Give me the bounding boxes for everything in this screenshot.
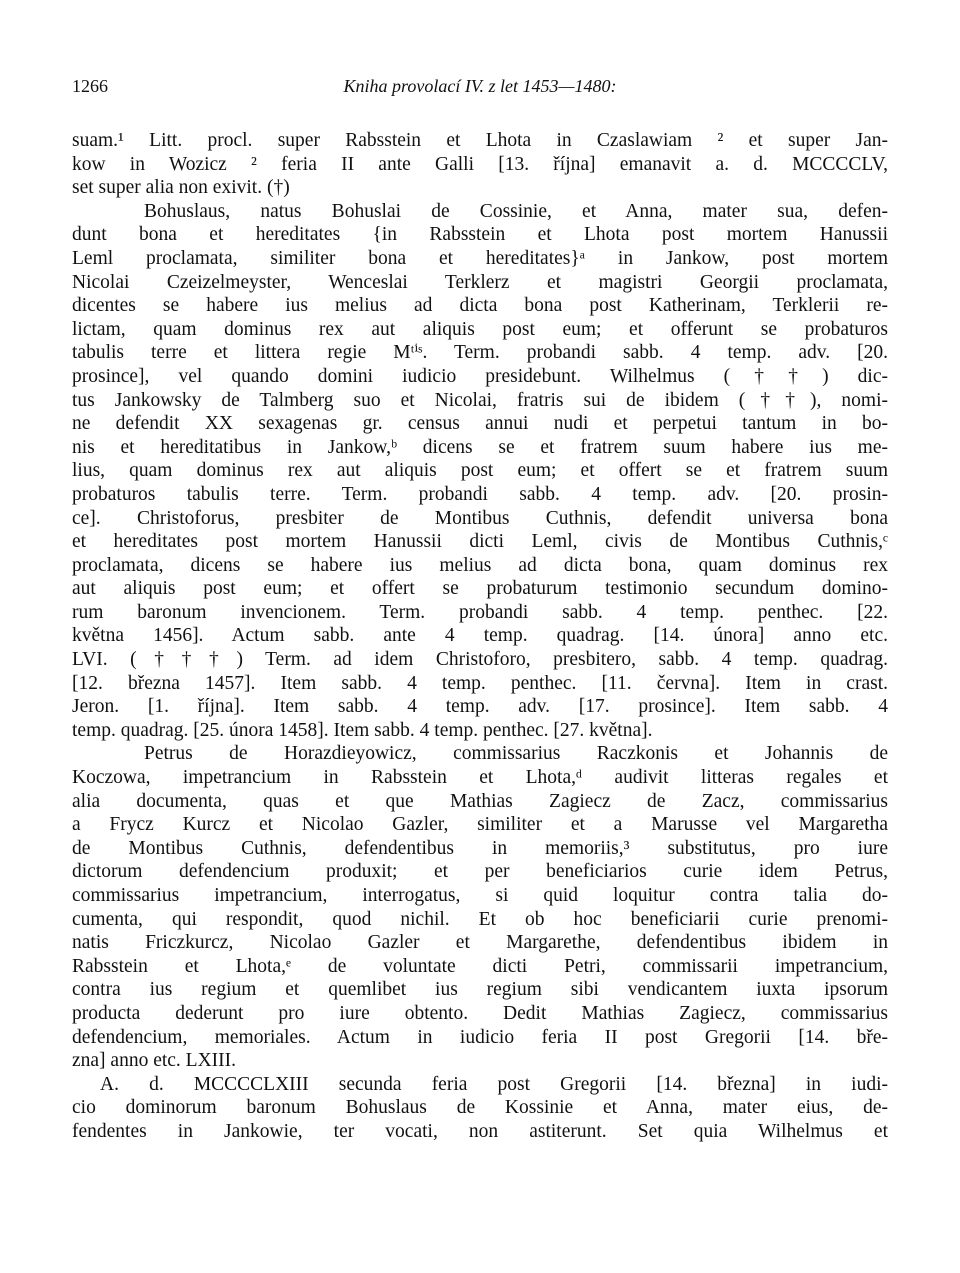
text-line: Koczowa, impetrancium in Rabsstein et Lhota,ᵈ audivit litteras regales et [72, 767, 888, 789]
text-line: ne defendit XX sexagenas gr. census annui nudi et perpetui tantum in bo- [72, 413, 888, 435]
text-line: probaturos tabulis terre. Term. probandi sabb. 4 temp. adv. [20. prosin- [72, 483, 888, 505]
text-line: cio dominorum baronum Bohuslaus de Kossinie et Anna, mater eius, de- [72, 1097, 888, 1119]
text-line: ce]. Christoforus, presbiter de Montibus Cuthnis, defendit universa bona [72, 507, 888, 529]
text-line: dictorum defendencium produxit; et per beneficiarios curie idem Petrus, [72, 861, 888, 883]
document-page [72, 76, 888, 1144]
text-line: proclamata, dicens se habere ius melius ad dicta bona, quam dominus rex [72, 554, 888, 576]
text-line: rum baronum invencionem. Term. probandi sabb. 4 temp. penthec. [22. [72, 601, 888, 623]
text-line: Leml proclamata, similiter bona et hereditates}ᵃ in Jankow, post mortem [72, 247, 888, 269]
text-line: contra ius regium et quemlibet ius regium sibi vendicantem iuxta ipsorum [72, 979, 888, 1001]
text-line: alia documenta, quas et que Mathias Zagiecz de Zacz, commissarius [72, 790, 888, 812]
text-line: Petrus de Horazdieyowicz, commissarius Raczkonis et Johannis de [144, 743, 888, 765]
text-line: producta dederunt pro iure obtento. Dedit Mathias Zagiecz, commissarius [72, 1002, 888, 1024]
text-line: Nicolai Czeizelmeyster, Wenceslai Terklerz et magistri Georgii proclamata, [72, 271, 888, 293]
text-line: natis Friczkurcz, Nicolao Gazler et Margarethe, defendentibus ibidem in [72, 932, 888, 954]
text-line: kow in Wozicz ² feria II ante Galli [13. října] emanavit a. d. MCCCCLV, [72, 153, 888, 175]
running-header [72, 76, 888, 97]
text-line: dicentes se habere ius melius ad dicta bona post Katherinam, Terklerii re- [72, 295, 888, 317]
text-line: prosince], vel quando domini iudicio presidebunt. Wilhelmus (††) dic- [72, 365, 888, 387]
text-line: defendencium, memoriales. Actum in iudicio feria II post Gregorii [14. bře- [72, 1026, 888, 1048]
text-line: de Montibus Cuthnis, defendentibus in memoriis,³ substitutus, pro iure [72, 837, 888, 859]
text-line: Rabsstein et Lhota,ᵉ de voluntate dicti Petri, commissarii impetrancium, [72, 955, 888, 977]
text-line: lictam, quam dominus rex aut aliquis post eum; et offerunt se probaturos [72, 318, 888, 340]
page-number: 1266 [72, 76, 108, 96]
text-line: A. d. MCCCCLXIII secunda feria post Gregorii [14. března] in iudi- [100, 1073, 888, 1095]
text-line: commissarius impetrancium, interrogatus, si quid loquitur contra talia do- [72, 885, 888, 906]
body-text [72, 129, 888, 1144]
text-line: set super alia non exivit. (†) [72, 177, 290, 199]
text-line: a Frycz Kurcz et Nicolao Gazler, similiter et a Marusse vel Margaretha [72, 814, 888, 836]
text-line: zna] anno etc. LXIII. [72, 1050, 237, 1072]
text-line: fendentes in Jankowie, ter vocati, non astiterunt. Set quia Wilhelmus et [72, 1120, 888, 1142]
text-line: nis et hereditatibus in Jankow,ᵇ dicens se et fratrem suum habere ius me- [72, 436, 888, 458]
text-line: Jeron. [1. října]. Item sabb. 4 temp. adv. [17. prosince]. Item sabb. 4 [72, 696, 888, 718]
text-line: temp. quadrag. [25. února 1458]. Item sabb. 4 temp. penthec. [27. května]. [72, 719, 653, 741]
text-line: lius, quam dominus rex aut aliquis post eum; et offert se et fratrem suum [72, 460, 888, 482]
text-line: aut aliquis post eum; et offert se probaturum testimonio secundum domino- [72, 578, 888, 600]
text-line: LVI. (†††) Term. ad idem Christoforo, presbitero, sabb. 4 temp. quadrag. [72, 649, 888, 671]
running-title: Kniha provolací IV. z let 1453—1480: [343, 76, 617, 96]
text-line: Bohuslaus, natus Bohuslai de Cossinie, et Anna, mater sua, defen- [144, 200, 888, 222]
text-line: května 1456]. Actum sabb. ante 4 temp. quadrag. [14. února] anno etc. [72, 625, 888, 647]
text-line: suam.¹ Litt. procl. super Rabsstein et Lhota in Czaslawiam ² et super Jan- [72, 130, 888, 151]
text-line: tabulis terre et littera regie Mᵗⁱˢ. Term. probandi sabb. 4 temp. adv. [20. [72, 342, 888, 364]
text-line: [12. března 1457]. Item sabb. 4 temp. penthec. [11. června]. Item in crast. [72, 672, 888, 694]
text-line: dunt bona et hereditates {in Rabsstein et Lhota post mortem Hanussii [72, 224, 888, 246]
text-line: tus Jankowsky de Talmberg suo et Nicolai, fratris sui de ibidem (††), nomi- [72, 389, 888, 411]
text-line: cumenta, qui respondit, quod nichil. Et ob hoc beneficiarii curie prenomi- [72, 908, 888, 930]
text-line: et hereditates post mortem Hanussii dicti Leml, civis de Montibus Cuthnis,ᶜ [72, 531, 888, 553]
